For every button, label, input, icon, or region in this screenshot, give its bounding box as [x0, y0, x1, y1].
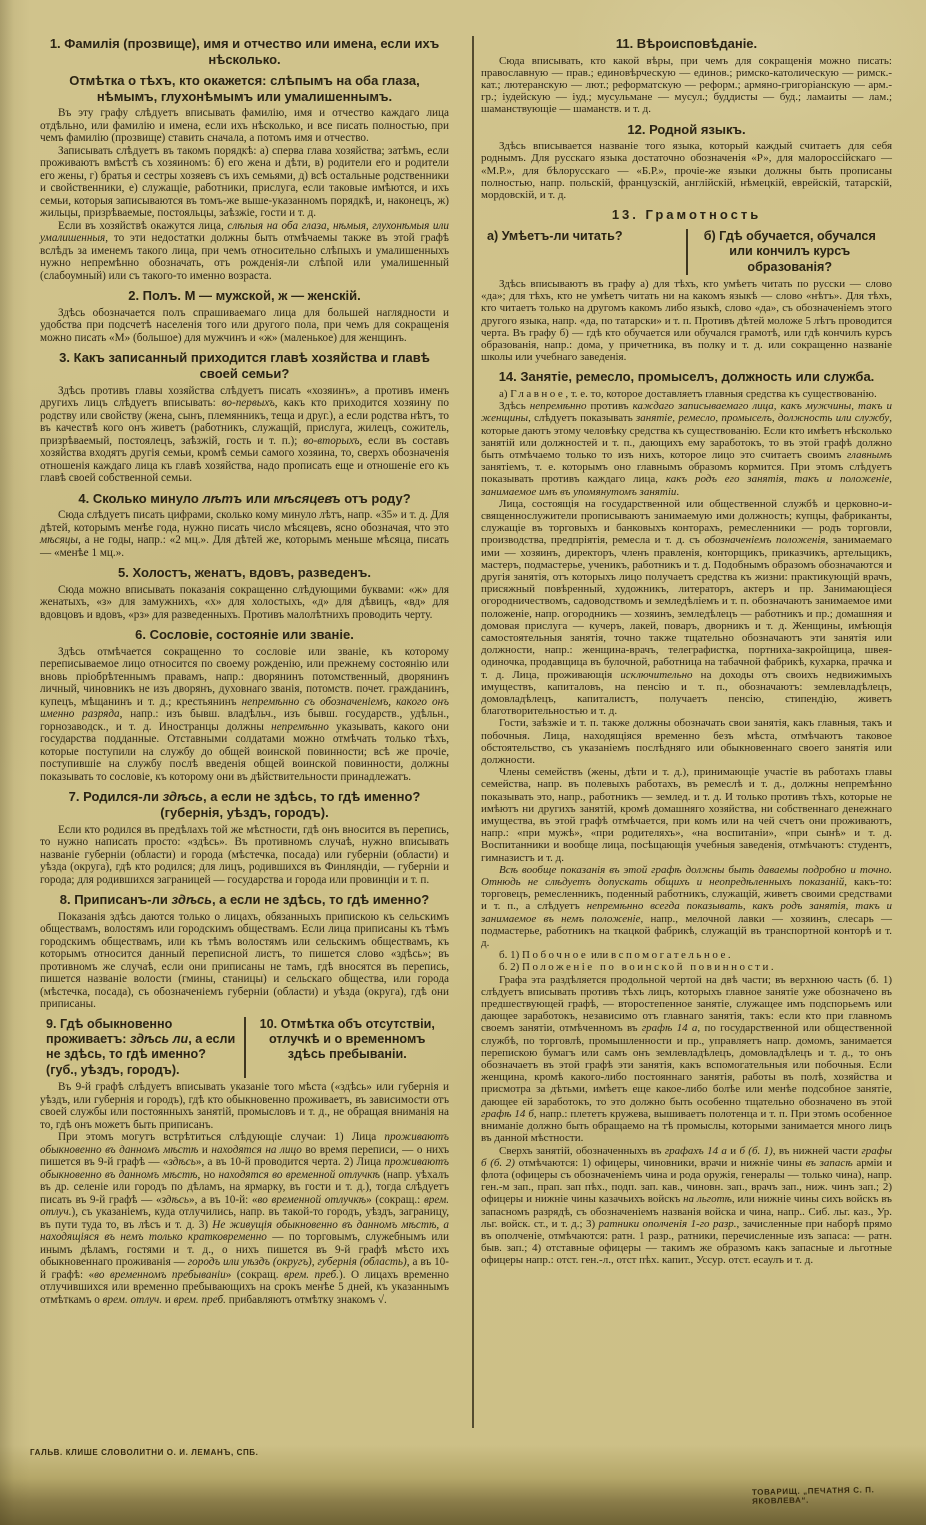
text-run: 7. Родился-ли [68, 789, 163, 805]
text-run: во время переписи, — о нихъ пишется въ 9-й графѣ — « [40, 1143, 450, 1169]
emphasis-text: занятіе, ремесло, промыселъ, должность или службу [635, 412, 890, 425]
body-paragraph [40, 145, 449, 220]
text-run: Если кто родился въ предѣлахъ той же мѣстности, гдѣ онъ вносится въ перепись, то нужно написать просто: «здѣсь». Въ противномъ случаѣ, нужно вписывать названіе губерніи (области) и города (мѣстечка, посада) или губерніи (области) и уѣзда (округа), гдѣ кто родился; для лицъ, родившихся въ Финляндіи, — губерніи и города; для родившихся заграницей — государства и города или провинціи и т. п. [40, 823, 449, 886]
body-paragraph [40, 1131, 449, 1306]
text-run: и [726, 1144, 740, 1157]
body-paragraph [40, 1081, 449, 1131]
section-heading [42, 565, 447, 581]
paired-section-heading [481, 229, 892, 275]
emphasis-text: графахъ 14 а [664, 1144, 727, 1157]
body-paragraph [481, 949, 892, 961]
emphasis-text: непремѣнно [271, 720, 329, 733]
text-run: 2. Полъ. М — мужской, ж — женскій. [128, 288, 361, 304]
text-run: или [242, 490, 274, 506]
text-run: Члены семействъ (жены, дѣти и т. д.), принимающіе участіе въ работахъ главы семейства, напр. въ полевыхъ работахъ, въ ремеслѣ и т. д., должны непремѣнно показывать это, напр., работникъ — землед. и т. д. И только противъ тѣхъ, которые не имѣютъ ни другихъ занятій, кромѣ домашняго хозяйства, ни собственнаго денежнаго имущества, въ этой графѣ отмѣчается, при комъ или на чей счетъ они проживаютъ, напр.: «при мужѣ», «при родителяхъ», «на воспитаніи», «при сынѣ» и т. д. Воспитанники и вообще лица, посѣщающія учебныя заведенія, отмѣчаютъ: студентъ, гимназистъ и т. д. [481, 766, 892, 864]
text-run: Здѣсь вписываютъ въ графу а) для тѣхъ, кто умѣетъ читать по русски — слово «да»; для тѣхъ, кто не умѣетъ читать ни на какомъ языкѣ — слово «нѣтъ». Для тѣхъ, кто читаетъ только на другомъ какомъ либо языкѣ, слово «да», съ обозначеніемъ этого другого языка, напр. «да, по татарски» и т. п. Противъ дѣтей моложе 5 лѣтъ проводится черта. Въ графу б) — гдѣ кто обучается или обучался грамотѣ, или гдѣ кончилъ курсъ образованія, напр.: дома, у причетника, въ полку и т. д. или сокращенно названіе школы или учебнаго заведенія. [481, 277, 892, 364]
text-run: , напр.: плететъ кружева, вышиваетъ полотенца и т. п. При этомъ особенное вниманіе должно быть обращаемо на тѣ промыслы, которыми занимается много лицъ въ данной мѣстности. [481, 1107, 892, 1145]
text-run: , зачисленные при наборѣ прямо въ ополченіе, отмѣчаются: ратн. 1 разр., ратники, перечисленные изъ запаса: — ратн. быв. зап.; 4) отставные офицеры — такимъ же образомъ какъ запасные и льготные офицеры напр.: отст. ген.-л., отст пѣх. капит., Уссур. отст. есаулъ и т. д. [481, 1217, 892, 1267]
text-run: , т. е. то, которое доставляетъ главныя средства къ существованію. [565, 387, 877, 400]
emphasis-text: находятся во временной отлучкѣ [218, 1168, 380, 1181]
text-run: и [198, 1143, 212, 1156]
emphasis-text: Главное [510, 387, 566, 400]
section-heading [686, 229, 893, 275]
text-run: или [588, 949, 611, 962]
section-heading [42, 73, 447, 104]
body-paragraph [40, 646, 449, 784]
text-run: », а въ 10-й: « [188, 1193, 258, 1206]
text-run: 8. Приписанъ-ли [59, 892, 172, 908]
text-run: занятіемъ, т. е. которымъ оно главнымъ образомъ кормится. При этомъ слѣдуетъ показывать противъ каждаго лица, [481, 461, 892, 486]
text-run: » (сокращ.: [366, 1193, 424, 1206]
text-run: Въ 9-й графѣ слѣдуетъ вписывать указаніе того мѣста («здѣсь» или губернія и уѣздъ, или губернія и городъ), гдѣ кто обыкновенно проживаетъ, въ зависимости отъ своей службы или постоянныхъ занятій, промысловъ и т. д., не обращая вниманія на то, гдѣ онъ можетъ быть приписанъ. [40, 1081, 449, 1131]
body-paragraph [481, 498, 892, 718]
text-run: Здѣсь отмѣчается сокращенно то сословіе или званіе, къ которому переписываемое лицо относится по своему рожденію, или прежнему состоянію или вновь пріобрѣтеннымъ правамъ, напр.: дворянинъ потомственный, дворянинъ личный, чиновникъ не изъ дворянъ, духовнаго званія, потомств. почет. гражданинъ, купецъ, мѣщанинъ и т. д.; крестьянинъ [40, 645, 449, 708]
text-run: , если въ составъ хозяйства входятъ другія семьи, кромѣ семьи самого хозяина, то, сверхъ обозначенія отношенія каждаго лица къ главѣ хозяйства, надо прописать еще и отношеніе его къ главѣ своей собственной семьи. [40, 434, 450, 485]
text-run: , какъ кто приходится хозяину по родству или свойству (жена, сынъ, племянникъ, теща и друг.), а если родства нѣтъ, то въ качествѣ кого онъ живетъ (работникъ, служащій, прислуга, жилецъ, сожитель, призрѣваемый, постоялецъ, заѣзжій, гость и т. п.); [40, 397, 450, 447]
text-run: Сюда вписывать, кто какой вѣры, при чемъ для сокращенія можно писать: православную — прав.; единовѣрческую — единов.; римско-католическую — римск.-кат.; лютеранскую — лют.; реформатскую — реформ.; армяно-григоріанскую — арм.-гр.; іудейскую — іуд.; мусульмане — мусул.; буддисты — буд.; ламаиты — лам.; шаманствующіе — шаманств. и т. д. [481, 54, 892, 116]
text-run: , а въ 10-й графѣ: « [40, 1256, 449, 1281]
printer-imprint-left: ГАЛЬВ. КЛИШЕ СЛОВОЛИТНИ О. И. ЛЕМАНЪ, СПБ. [30, 1448, 259, 1457]
text-run: , которые даютъ этому человѣку средства къ существованію. Если кто имѣетъ нѣсколько занятій или должностей и т. п., дающихъ ему заработокъ, то въ этой графѣ должно быть отмѣчаемо только то изъ нихъ, которое лицо это считаетъ своимъ [481, 412, 892, 461]
emphasis-text: какъ родъ его занятія, такъ и положеніе, занимаемое имъ въ упомянутомъ занятіи [481, 473, 893, 498]
emphasis-text: мѣсяцевъ [273, 490, 341, 506]
text-run: 1. Фамилія (прозвище), имя и отчество или имена, если ихъ нѣсколько. [49, 36, 440, 67]
text-run: 5. Холостъ, женатъ, вдовъ, разведенъ. [118, 565, 371, 581]
emphasis-text: Побочное [522, 949, 589, 962]
text-run: Здѣсь вписывается названіе того языка, который каждый считаетъ для себя роднымъ. Для русскаго языка достаточно обозначенія «Р», для малороссійскаго — «М.Р.», для бѣлорусскаго — «Б.Р.», прочіе-же языки должны быть прописаны полностью, напр. польскій, французскій, англійскій, нѣмецкій, еврейскій, татарскій, мордовскій, и т. д. [481, 140, 892, 202]
emphasis-text: исключительно [620, 668, 693, 681]
text-run: прибавляютъ отмѣтку знакомъ √. [225, 1293, 387, 1306]
text-run: , занимаемаго ими — хозяинъ, директоръ, членъ правленія, конторщикъ, приказчикъ, артельщикъ, мастеръ, подмастерье, ученикъ, работникъ и т. д. Подобнымъ образомъ обозначаются и другія занятія, отъ которыхъ лицо получаетъ средства къ жизни: практикующій врачъ, присяжный повѣренный, художникъ, литераторъ, актеръ и пр. Занимающіеся огородничествомъ, садоводствомъ и земледѣліемъ и т. п. обозначаютъ занимаемое ими положеніе, напр. огородникъ — хозяинъ, земледѣлецъ — работникъ и пр.; домашняя и домовая прислуга — кучеръ, лакей, поваръ, дворникъ и т. д. Женщины, имѣющія самостоятельныя занятія, точно также тщательно обозначаютъ эти занятія или должности, напр.: женщина-врачъ, телеграфистка, портниха-закройщица, швея-одиночка, продавщица въ булочной, работница на табачной фабрикѣ, кухарка, прачка и т. д. Лица, проживающія [481, 534, 892, 681]
section-heading [42, 627, 447, 643]
text-run: Графа эта раздѣляется продольной чертой на двѣ части; въ верхнюю часть (б. 1) слѣдуетъ вписывать противъ тѣхъ лицъ, которыхъ главное занятіе уже обозначено въ предшествующей графѣ, — второстепенное занятіе, служащее имъ подспорьемъ или дающее заработокъ, независимо отъ главнаго занятія, такъ: если кто при главномъ своемъ занятіи, отмѣченномъ въ [481, 973, 892, 1035]
emphasis-text: на льготѣ [683, 1193, 732, 1206]
section-heading [42, 288, 447, 304]
emphasis-text: здѣсь [168, 1156, 196, 1169]
body-paragraph [481, 140, 892, 201]
emphasis-text: во-первыхъ [221, 397, 275, 410]
emphasis-text: лѣтъ [202, 490, 243, 506]
text-run: Записывать слѣдуетъ въ такомъ порядкѣ: а) сперва глава хозяйства; затѣмъ, если проживаютъ вмѣстѣ съ хозяиномъ: б) его жена и дѣти, в) родители его и родители его жены, г) братья и сестры хозяевъ съ ихъ семьями, д) всѣ остальные родственники и свойственники, е) служащіе, работники, прислуга, если таковые имѣются, и ихъ семьи, которыя записываются въ томъ-же выше-указанномъ порядкѣ, и, наконецъ, ж) жильцы, призрѣваемые, постояльцы, заѣзжіе, гости и т. д. [40, 144, 449, 220]
text-run: 4. Сколько минуло [78, 490, 203, 506]
body-paragraph [481, 400, 892, 498]
text-run: . [770, 961, 774, 974]
body-paragraph [40, 307, 449, 345]
body-paragraph [481, 864, 892, 949]
body-paragraph [481, 1145, 892, 1267]
emphasis-text: каждаго записываемаго лица, какъ мужчины, такъ и женщины [481, 400, 892, 425]
body-paragraph [481, 766, 892, 864]
text-run: , или нижніе чины сихъ войскъ въ запасномъ разрядѣ, съ обозначеніемъ названія войска и чина, напр.. Сиб. льг. каз., Ур. льг. войск. ст., и т. д.; 3) [481, 1193, 892, 1230]
emphasis-text: здѣсь [171, 892, 212, 908]
text-run: а) Умѣетъ-ли читать? [487, 228, 623, 243]
text-run: Здѣсь противъ главы хозяйства слѣдуетъ писать «хозяинъ», а противъ именъ другихъ лицъ слѣдуетъ вписывать: [40, 384, 449, 410]
emphasis-text: непремѣнно съ обозначеніемъ, какого онъ именно разряда [40, 695, 449, 721]
text-run: . [676, 485, 680, 498]
emphasis-text: вспомогательное [610, 949, 728, 962]
emphasis-text: графы б (б. 2) [481, 1144, 892, 1169]
text-run: 9. Гдѣ обыкновенно проживаетъ: [46, 1016, 173, 1047]
text-run: отмѣчаются: 1) офицеры, чиновники, врачи и нижніе чины [514, 1156, 806, 1169]
emphasis-text: находятся на лицо [211, 1143, 302, 1156]
text-run: , напр., мелочной лавки — хозяинъ, слесарь — подмастерье, работникъ на ткацкой фабрикѣ, служащій въ транспортной конторѣ и т. д. [481, 912, 892, 950]
text-run: указывать, какого они государства подданные. Отставными солдатами можно отмѣчать только тѣхъ, которые поступили на службу до общей воинской повинности; всѣ же прочіе, поступившіе на службу послѣ введенія общей воинской повинности, должны показывать то сословіе, къ которому они въ дѣйствительности принадлежатъ. [40, 720, 449, 783]
text-run: , слѣдуетъ показывать [528, 412, 636, 425]
section-heading [40, 1017, 244, 1078]
text-run: , а если не здѣсь, то гдѣ именно? [211, 892, 430, 908]
emphasis-text: непремѣнно [529, 400, 587, 413]
emphasis-text: городъ или уѣздъ (округъ), губернія (область) [187, 1256, 407, 1269]
text-run: ), съ указаніемъ, куда отлучились, напр. въ такой-то городъ, уѣздъ, заграницу, въ пути туда то, въ лѣсъ и т. д. 3) [40, 1206, 449, 1231]
text-run: Сверхъ занятій, обозначенныхъ въ [499, 1144, 665, 1157]
text-run: б. 2) [499, 961, 523, 974]
body-paragraph [481, 717, 892, 766]
text-run: », а въ 10-й проводится черта. 2) Лица [195, 1156, 385, 1169]
text-run: 11. Вѣроисповѣданіе. [615, 36, 758, 51]
emphasis-text: въ запасѣ [805, 1156, 853, 1169]
emphasis-text: Всѣ вообще показанія въ этой графѣ должны быть даваемы подробно и точно. Отнюдь не слѣдуетъ допускать общихъ и неопредѣленныхъ показаній [481, 863, 892, 889]
right-column [465, 30, 898, 1306]
text-run: . [727, 949, 731, 962]
text-run: , а если не здѣсь, то гдѣ именно? (губ., уѣздъ, городъ). [46, 1032, 236, 1077]
section-heading [483, 369, 890, 385]
body-paragraph [40, 220, 449, 283]
emphasis-text: Положеніе по воинской повинности [522, 961, 771, 974]
emphasis-text: Не живущія обыкновенно въ данномъ мѣстѣ, а находящіяся въ немъ только кратковременно [40, 1218, 449, 1244]
emphasis-text: мѣсяцы [40, 534, 78, 547]
body-paragraph [40, 911, 449, 1011]
section-heading [42, 789, 447, 820]
text-run: Гости, заѣзжіе и т. п. также должны обозначать свои занятія, какъ главныя, такъ и побочныя. Лица, находящіяся временно безъ мѣста, отмѣчаютъ таковое обстоятельство, съ указаніемъ послѣдняго или обыкновеннаго своего занятія или должности. [481, 717, 892, 766]
section-heading [42, 36, 447, 67]
text-run: 13. Грамотность [611, 207, 762, 223]
emphasis-text: во-вторыхъ [303, 434, 360, 447]
text-run: Сюда слѣдуетъ писать цифрами, сколько кому минуло лѣтъ, напр. «35» и т. д. Для дѣтей, которымъ менѣе года, нужно писать число мѣсяцевъ, ясно обозначая, что это [40, 509, 449, 534]
text-run: 3. Какъ записанный приходится главѣ хозяйства и главѣ своей семьи? [59, 350, 430, 382]
section-heading [42, 350, 447, 381]
body-paragraph [40, 584, 449, 622]
text-run: , а не годы, напр.: «2 мц.». Для дѣтей же, которымъ меньше мѣсяца, писать — «менѣе 1 мц.». [40, 534, 449, 559]
printer-imprint-right: ТОВАРИЩ. „ПЕЧАТНЯ С. П. ЯКОВЛЕВА“. [751, 1485, 875, 1506]
text-run: , напр.: изъ бывш. владѣльч., изъ бывш. государств., удѣльн., горнозаводск., и т. д. Иностранцы должны [40, 708, 449, 733]
text-run: на доходы отъ своихъ недвижимыхъ имуществъ, капиталовъ, на пенсію и т. п., обозначаютъ: землевладѣлецъ, домовладѣлецъ, капиталистъ, получаетъ пенсію, стипендію, живетъ благотворительностью и т. д. [481, 668, 892, 718]
section-heading [483, 207, 890, 223]
section-heading [483, 122, 890, 138]
text-run: » (сокращ. [225, 1268, 284, 1281]
text-run: При этомъ могутъ встрѣтиться слѣдующіе случаи: 1) Лица [58, 1131, 385, 1144]
text-run: (напр. уѣхалъ въ др. селеніе или городъ по дѣламъ, на ярмарку, въ гости и т. д.), тогда слѣдуетъ писать въ 9-й графѣ — « [40, 1168, 449, 1206]
emphasis-text: обозначеніемъ положенія [704, 534, 826, 547]
emphasis-text: врем. отлуч. [40, 1193, 450, 1219]
body-paragraph [40, 509, 449, 559]
emphasis-text: проживаютъ обыкновенно въ данномъ мѣстѣ [40, 1131, 449, 1156]
emphasis-text: здѣсь [162, 789, 204, 805]
text-run: отъ роду? [340, 490, 411, 506]
emphasis-text: врем. преб. [283, 1268, 339, 1281]
section-heading [483, 36, 890, 52]
text-run: 6. Сословіе, состояніе или званіе. [135, 627, 354, 643]
body-paragraph [40, 107, 449, 145]
text-run: Показанія здѣсь даются только о лицахъ, обязанныхъ припискою къ сельскимъ обществамъ, волостямъ или городскимъ обществамъ. Если лица приписаны къ тѣмъ городскимъ обществамъ, или къ тѣмъ волостямъ или сельскимъ обществамъ, къ которымъ относится данный переписной листъ, то пишется слово «здѣсь»; въ противномъ же случаѣ, если они приписаны не тамъ, гдѣ вносятся въ перепись, пишется названіе волости (гмины, станицы) и сельскаго общества, или города (мѣстечка, посада), съ обозначеніемъ губерніи (области) и уѣзда (округа), гдѣ они приписаны. [40, 910, 449, 1011]
text-run: , но [197, 1168, 219, 1181]
text-run: б. 1) [499, 949, 523, 962]
emphasis-text: графѣ 14 а [641, 1022, 698, 1035]
text-run: ). О лицахъ временно отлучившихся или временно пребывающихъ на срокъ менѣе 5 дней, къ указаннымъ отмѣткамъ о [40, 1268, 449, 1306]
text-run: — по торговымъ, служебнымъ или инымъ дѣламъ, гостями и т. д., о нихъ пишется въ 9-й графѣ мѣсто ихъ обыкновеннаго проживанія — [40, 1231, 449, 1269]
text-run: Лица, состоящія на государственной или общественной службѣ и церковно-и-священнослужители прописываютъ занимаемую ими должность; купцы, фабриканты, служащіе въ торговыхъ и банковыхъ конторахъ, ремесленники — родъ торговли, производства, предпріятія, ремесла и т. д. съ [481, 497, 892, 547]
emphasis-text: проживаютъ обыкновенно въ данномъ мѣстѣ [40, 1156, 449, 1181]
text-run: 12. Родной языкъ. [627, 121, 746, 137]
section-heading [42, 892, 447, 908]
emphasis-text: графѣ 14 б [481, 1107, 534, 1120]
emphasis-text: здѣсь ли [129, 1032, 189, 1047]
section-heading [244, 1017, 450, 1078]
emphasis-text: здѣсь [161, 1193, 189, 1206]
section-heading [42, 491, 447, 507]
text-run: а) [499, 387, 511, 400]
text-run: Здѣсь обозначается полъ спрашиваемаго лица для большей наглядности и удобства при подсчетѣ населенія того или другого пола, при чемъ для сокращенія можно писать «М» (большое) для мужчинъ и «ж» (маленькое) для женщинъ. [40, 306, 449, 344]
section-heading [481, 229, 686, 275]
text-run: , то эти недостатки должны быть отмѣчаемы также въ этой графѣ вслѣдъ за именемъ такого лица, при чемъ относительно слѣпыхъ и умалишенныхъ нужно непремѣнно обозначать, отъ рожденія-ли слѣпой или умалишенный (слабоумный) или съ такого-то именно возраста. [40, 232, 449, 282]
text-run: Отмѣтка о тѣхъ, кто окажется: слѣпымъ на оба глаза, нѣмымъ, глухонѣмымъ или умалишеннымъ. [69, 73, 420, 104]
emphasis-text: во временной отлучкѣ [257, 1193, 367, 1206]
text-run: 10. Отмѣтка объ отсутствіи, отлучкѣ и о временномъ здѣсь пребываніи. [259, 1016, 435, 1062]
text-run: Сюда можно вписывать показанія сокращенно слѣдующими буквами: «ж» для женатыхъ, «з» для замужнихъ, «х» для холостыхъ, «д» для дѣвицъ, «вд» для вдовцовъ и вдовъ, «рз» для разведенныхъ. Противъ малолѣтнихъ проводить черту. [40, 583, 449, 621]
text-run: Если въ хозяйствѣ окажутся лица, [58, 219, 228, 232]
emphasis-text: главнымъ [847, 448, 892, 461]
emphasis-text: ратники ополченія 1-го разр. [598, 1217, 737, 1230]
text-run: , какъ-то: торговецъ, ремесленникъ, поденный работникъ, служащій, живетъ своими средствами и т. п., а слѣдуетъ [481, 876, 892, 913]
emphasis-text: б (б. 1) [739, 1144, 773, 1157]
left-column [32, 30, 465, 1306]
text-run: б) Гдѣ обучается, обучался или кончилъ курсъ образованія? [703, 228, 876, 274]
text-run: Въ эту графу слѣдуетъ вписывать фамилію, имя и отчество каждаго лица отдѣльно, или фамилію и имена, если ихъ нѣсколько, и все писать полностью, при чемъ фамилію (прозвище) ставить сначала, а потомъ имя и отчество. [40, 107, 449, 145]
emphasis-text: во временномъ пребываніи [94, 1268, 226, 1281]
text-run: противъ [586, 400, 633, 413]
body-paragraph [481, 974, 892, 1145]
emphasis-text: слѣпыя на оба глаза, нѣмыя, глухонѣмыя или умалишенныя [40, 219, 449, 245]
paired-section-heading [40, 1017, 449, 1078]
text-run: арміи и флота (офицеры съ обозначеніемъ чина и рода оружія, генералы — только чина), напр. ген.-м зап., прап. зап пѣх., подп. зап. кав., чиновн. зап., врачъ зап., ниж. чинъ зап.; 2) офицеры и нижніе чины казачьихъ войскъ [481, 1156, 892, 1206]
text-run: и [162, 1293, 174, 1306]
text-run: , по государственной или общественной службѣ, по торговлѣ, промышленности и пр., управляетъ напр. домомъ, занимается перепискою бумагъ или самъ онъ землевладѣлецъ, домовладѣлецъ и т. д., то онъ обозначаетъ въ этой графѣ эти занятія, какъ вспомогательныя или побочныя. Если женщина, кромѣ какого-либо постояннаго занятія, работы въ полѣ, хозяйства и присмотра за дѣтьми, имѣетъ еще какое-либо болѣе или менѣе подсобное занятіе, дающее ей заработокъ, то это должно быть особенно тщательно обозначено въ этой [481, 1022, 892, 1108]
text-run: 14. Занятіе, ремесло, промыселъ, должность или служба. [498, 369, 875, 385]
body-paragraph [40, 824, 449, 887]
column-divider-rule [472, 36, 474, 1428]
body-paragraph [481, 961, 892, 973]
text-run: , въ нижней части [772, 1144, 862, 1157]
body-paragraph [481, 55, 892, 116]
emphasis-text: врем. отлуч. [102, 1293, 163, 1306]
text-run: Здѣсь [499, 400, 530, 413]
text-run: , а если не здѣсь, то гдѣ именно? (губернія, уѣздъ, городъ). [160, 789, 421, 821]
emphasis-text: врем. преб. [173, 1293, 226, 1306]
body-paragraph [40, 385, 449, 485]
emphasis-text: непремѣнно всегда показывать, какъ родъ занятія, такъ и занимаемое въ немъ положеніе [481, 900, 892, 925]
body-paragraph [481, 388, 892, 400]
body-paragraph [481, 278, 892, 363]
